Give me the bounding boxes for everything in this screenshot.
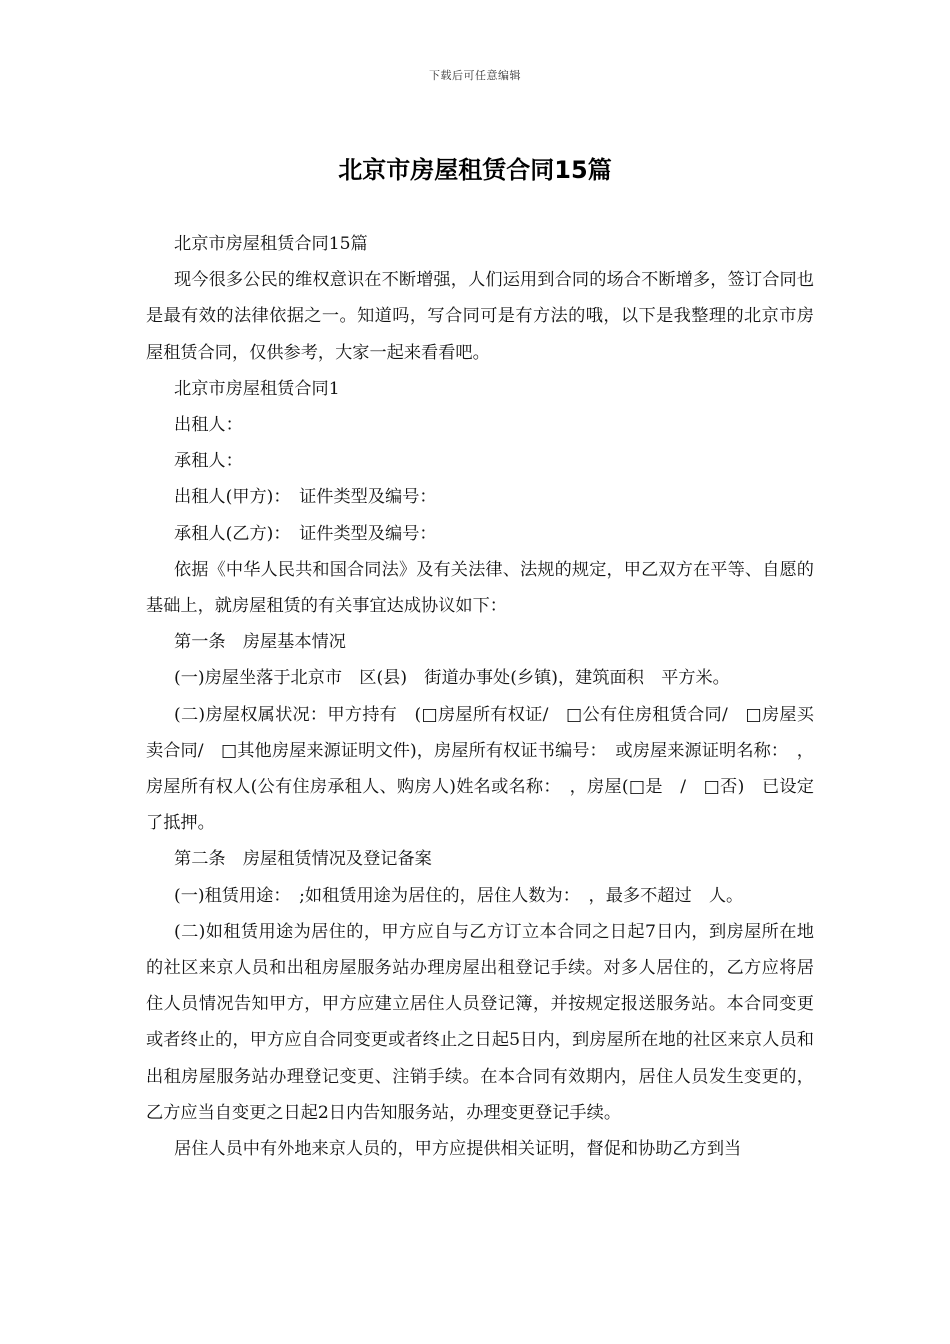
body-paragraph: (二)如租赁用途为居住的，甲方应自与乙方订立本合同之日起7日内，到房屋所在地的社区来京人员和出租房屋服务站办理房屋出租登记手续。对多人居住的，乙方应将居住人员情况告知甲方，甲方应建立居住人员登记簿，并按规定报送服务站。本合同变更或者终止的，甲方应自合同变更或者终止之日起5日内，到房屋所在地的社区来京人员和出租房屋服务站办理登记变更、注销手续。在本合同有效期内，居住人员发生变更的，乙方应当自变更之日起2日内告知服务站，办理变更登记手续。 [146,921,814,1123]
body-paragraph: 现今很多公民的维权意识在不断增强，人们运用到合同的场合不断增多，签订合同也是最有效的法律依据之一。知道吗，写合同可是有方法的哦，以下是我整理的北京市房屋租赁合同，仅供参考，大家一起来看看吧。 [146,270,814,363]
header-note: 下载后可任意编辑 [429,69,521,82]
document-body [146,226,814,1167]
body-paragraph: 北京市房屋租赁合同1 [174,378,340,399]
body-paragraph: 居住人员中有外地来京人员的，甲方应提供相关证明，督促和协助乙方到当 [174,1139,742,1160]
body-paragraph: 北京市房屋租赁合同15篇 [174,234,368,254]
body-paragraph: 承租人： [174,451,243,472]
section-heading: 第一条 房屋基本情况 [174,632,346,653]
body-paragraph: (一)房屋坐落于北京市 区(县) 街道办事处(乡镇)，建筑面积 平方米。 [174,668,730,689]
body-paragraph: 承租人(乙方)： 证件类型及编号： [174,523,437,544]
body-paragraph: 出租人(甲方)： 证件类型及编号： [174,487,437,508]
section-heading: 第二条 房屋租赁情况及登记备案 [174,849,432,870]
document-title: 北京市房屋租赁合同15篇 [338,156,612,184]
body-paragraph: (一)租赁用途： ;如租赁用途为居住的，居住人数为： ，最多不超过 人。 [174,885,744,906]
body-paragraph: 依据《中华人民共和国合同法》及有关法律、法规的规定，甲乙双方在平等、自愿的基础上，就房屋租赁的有关事宜达成协议如下： [146,559,814,617]
body-paragraph: 出租人： [174,415,243,436]
body-paragraph: (二)房屋权属状况：甲方持有 (□房屋所有权证/ □公有住房租赁合同/ □房屋买卖合同/ □其他房屋来源证明文件)，房屋所有权证书编号： 或房屋来源证明名称： ，房屋所有权人(公有住房承租人、购房人)姓名或名称： ，房屋(□是 / □否) 已设定了抵押。 [146,704,814,834]
